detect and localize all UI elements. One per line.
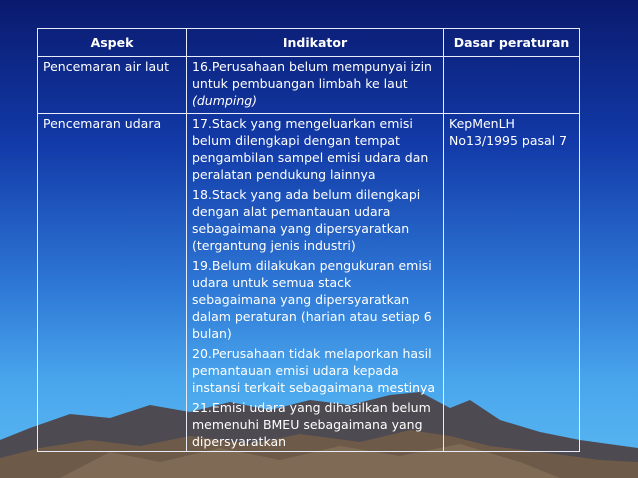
regulation-cell (444, 57, 580, 114)
indicator-text: 16.Perusahaan belum mempunyai izin untuk pembuangan limbah ke laut (192, 59, 432, 91)
indicator-italic-note: (dumping) (192, 93, 258, 108)
header-row (38, 29, 580, 57)
indicator-cell (187, 114, 444, 452)
aspect-cell: Pencemaran air laut (38, 57, 187, 114)
header-dasar-peraturan: Dasar peraturan (444, 29, 580, 57)
aspect-cell: Pencemaran udara (38, 114, 187, 452)
regulation-table (37, 28, 580, 452)
header-indikator: Indikator (187, 29, 444, 57)
indicator-item: 17.Stack yang mengeluarkan emisi belum dilengkapi dengan tempat pengambilan sampel emisi udara dan peralatan pendukung lainnya (192, 116, 429, 182)
indicator-item: 21.Emisi udara yang dihasilkan belum memenuhi BMEU sebagaimana yang dipersyaratkan (192, 400, 431, 449)
indicator-item: 18.Stack yang ada belum dilengkapi dengan alat pemantauan udara sebagaimana yang dipersyaratkan (tergantung jenis industri) (192, 187, 421, 253)
indicator-item (192, 58, 438, 109)
header-aspek: Aspek (38, 29, 187, 57)
regulation-cell: KepMenLH No13/1995 pasal 7 (444, 114, 580, 452)
table-row (38, 57, 580, 114)
indicator-item: 19.Belum dilakukan pengukuran emisi udara untuk semua stack sebagaimana yang dipersyaratkan dalam peraturan (harian atau setiap 6 bulan) (192, 258, 432, 341)
indicator-cell (187, 57, 444, 114)
table-row (38, 114, 580, 452)
indicator-item: 20.Perusahaan tidak melaporkan hasil pemantauan emisi udara kepada instansi terkait sebagaimana mestinya (192, 346, 436, 395)
